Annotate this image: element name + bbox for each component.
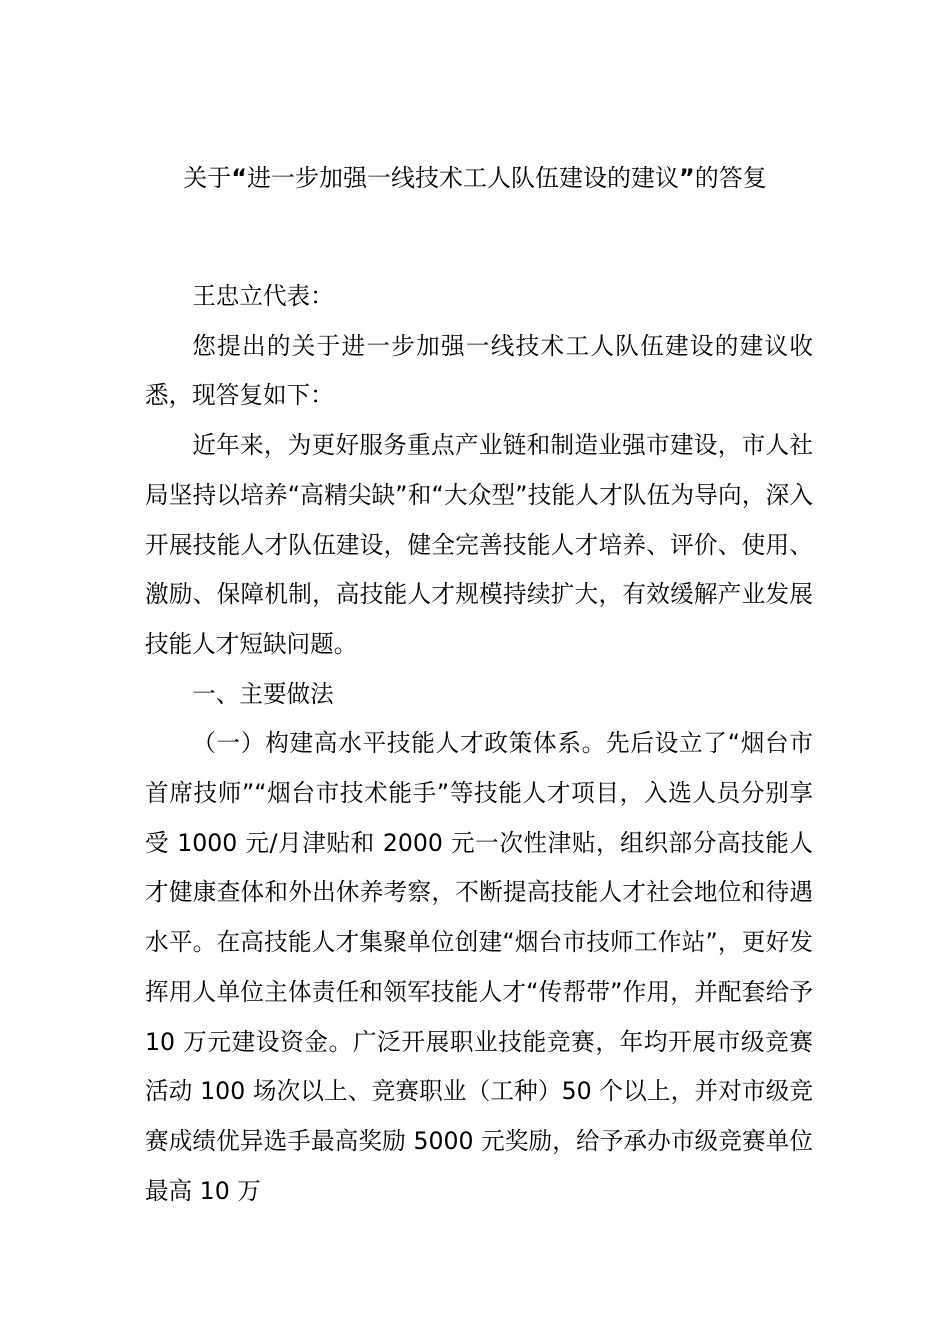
title-close-quote: ” — [679, 164, 695, 192]
title-suffix: 的答复 — [694, 164, 767, 192]
paragraph-overview: 近年来，为更好服务重点产业链和制造业强市建设，市人社局坚持以培养“高精尖缺”和“大众型”技能人才队伍为导向，深入开展技能人才队伍建设，健全完善技能人才培养、评价、使用、激励、保障机制，高技能人才规模持续扩大，有效缓解产业发展技能人才短缺问题。 — [145, 431, 813, 658]
document-body — [145, 272, 813, 1216]
title-prefix: 关于 — [183, 164, 232, 192]
title-open-quote: “ — [231, 164, 247, 192]
document-title — [0, 153, 950, 203]
paragraph-policy-system: （一）构建高水平技能人才政策体系。先后设立了“烟台市首席技师”“烟台市技术能手”等技能人才项目，入选人员分别享受 1000 元/月津贴和 2000 元一次性津贴，组织部分高技能人才健康查体和外出休养考察，不断提高技能人才社会地位和待遇水平。在高技能人才集聚单位创建“烟台市技师工作站”，更好发挥用人单位主体责任和领军技能人才“传帮带”作用，并配套给予 10 万元建设资金。广泛开展职业技能竞赛，年均开展市级竞赛活动 100 场次以上、竞赛职业（工种）50 个以上，并对市级竞赛成绩优异选手最高奖励 5000 元奖励，给予承办市级竞赛单位最高 10 万 — [145, 729, 813, 1205]
paragraph-acknowledgement: 您提出的关于进一步加强一线技术工人队伍建设的建议收悉，现答复如下： — [145, 331, 813, 410]
section-heading-main-practices: 一、主要做法 — [192, 679, 334, 708]
salutation: 王忠立代表： — [192, 282, 334, 310]
title-main: 进一步加强一线技术工人队伍建设的建议 — [247, 164, 679, 192]
